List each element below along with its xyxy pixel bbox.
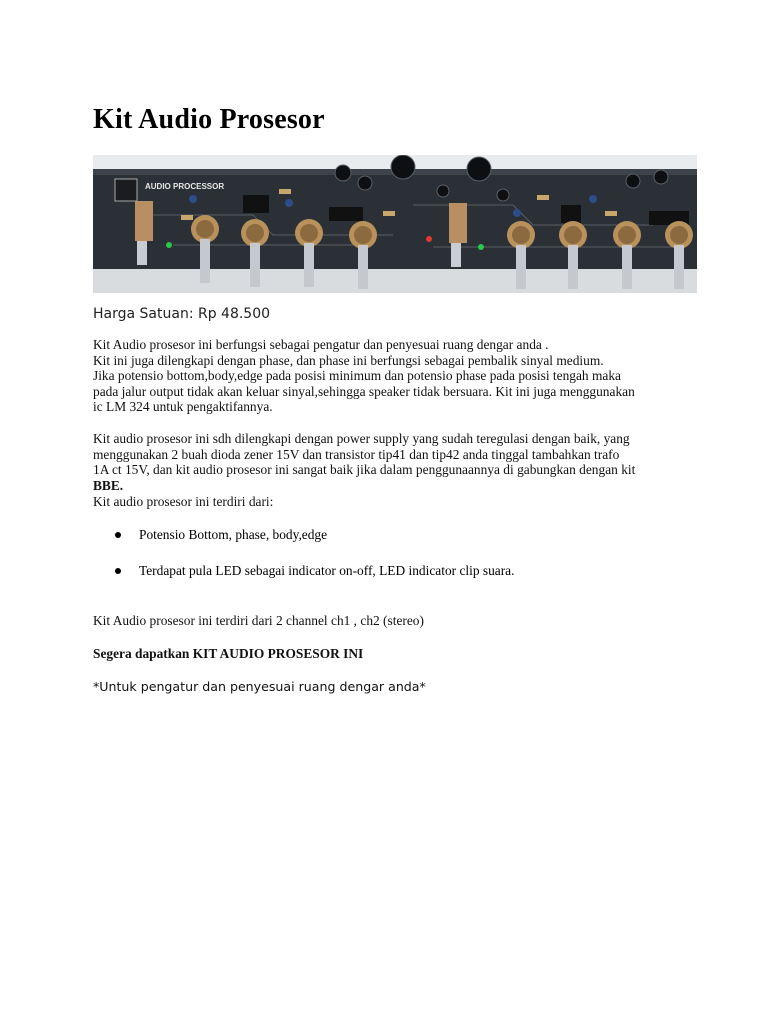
list-item [93, 561, 514, 597]
list-item-text: Terdapat pula LED sebagai indicator on-off, LED indicator clip suara. [139, 563, 515, 578]
photo-pcb-label: AUDIO PROCESSOR [145, 182, 225, 191]
text-line: Kit audio prosesor ini sdh dilengkapi dengan power supply yang sudah teregulasi dengan baik, yang [93, 431, 630, 446]
text-line: menggunakan 2 buah dioda zener 15V dan transistor tip41 dan tip42 anda tinggal tambahkan trafo [93, 446, 620, 462]
text-line: Kit Audio prosesor ini berfungsi sebagai pengatur dan penyesuai ruang dengar anda . [93, 337, 549, 352]
tagline: *Untuk pengatur dan penyesuai ruang dengar anda* [93, 679, 426, 694]
bullet-icon [115, 532, 121, 538]
text-line: pada jalur output tidak akan keluar sinyal,sehingga speaker tidak bersuara. Kit ini juga menggunakan [93, 383, 635, 399]
call-to-action: Segera dapatkan KIT AUDIO PROSESOR INI [93, 646, 364, 661]
text-line: 1A ct 15V, dan kit audio prosesor ini sangat baik jika dalam penggunaannya di gabungkan dengan kit [93, 462, 636, 478]
feature-list [93, 525, 514, 597]
description-paragraph-2 [93, 431, 683, 493]
list-item [93, 525, 514, 561]
text-line: Jika potensio bottom,body,edge pada posisi minimum dan potensio phase pada posisi tengah maka [93, 368, 621, 384]
bold-text: BBE. [93, 477, 124, 493]
list-item-text: Potensio Bottom, phase, body,edge [139, 527, 328, 542]
page-title: Kit Audio Prosesor [93, 104, 325, 135]
text-line: ic LM 324 untuk pengaktifannya. [93, 399, 273, 415]
channel-info: Kit Audio prosesor ini terdiri dari 2 channel ch1 , ch2 (stereo) [93, 613, 424, 628]
price-text: Harga Satuan: Rp 48.500 [93, 306, 271, 322]
components-intro: Kit audio prosesor ini terdiri dari: [93, 494, 274, 509]
description-paragraph-1 [93, 337, 683, 415]
text-line: Kit ini juga dilengkapi dengan phase, dan phase ini berfungsi sebagai pembalik sinyal medium. [93, 352, 604, 368]
bullet-icon [115, 568, 121, 574]
product-photo [93, 155, 697, 293]
